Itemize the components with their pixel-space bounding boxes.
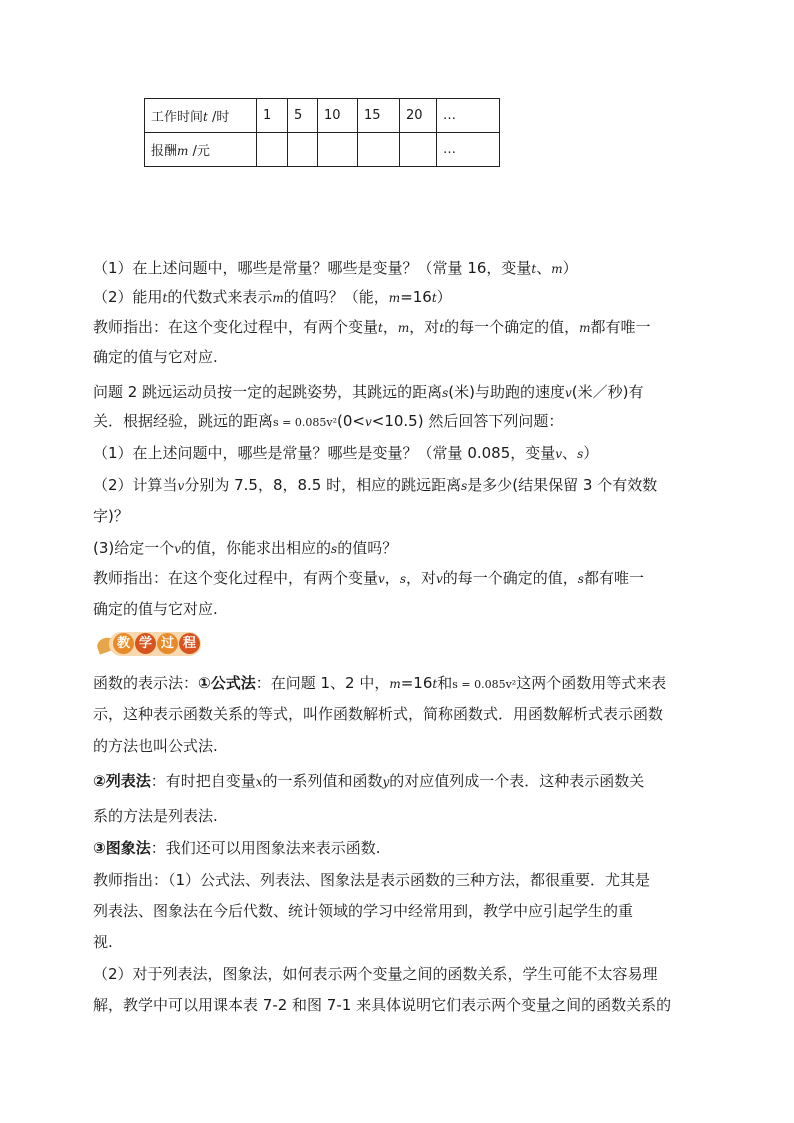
teacher-note-2-line-1: 教师指出：在这个变化过程中，有两个变量v，s，对v的每一个确定的值，s都有唯一 xyxy=(93,569,644,587)
teacher-note-1-line-2: 确定的值与它对应. xyxy=(93,348,218,366)
problem-2-question-1: （1）在上述问题中，哪些是常量？哪些是变量？（常量 0.085，变量v、s） xyxy=(93,444,599,462)
teacher-note-2-line-2: 确定的值与它对应. xyxy=(93,600,218,618)
question-2-line: （2）能用t的代数式来表示m的值吗？（能，m=16t） xyxy=(93,288,452,306)
table-cell xyxy=(257,133,288,167)
table-cell: … xyxy=(437,99,500,133)
problem-2-question-3: (3)给定一个v的值，你能求出相应的s的值吗？ xyxy=(93,539,398,557)
table-cell: … xyxy=(437,133,500,167)
table-row xyxy=(145,99,500,133)
formula-method-line-2: 示，这种表示函数关系的等式，叫作函数解析式，简称函数式．用函数解析式表示函数 xyxy=(93,705,664,723)
table-cell: 15 xyxy=(358,99,400,133)
table-cell: 5 xyxy=(288,99,318,133)
problem-2-line-1: 问题 2 跳远运动员按一定的起跳姿势，其跳远的距离s(米)与助跑的速度v(米／秒)有 xyxy=(93,383,644,401)
teacher-note-3-line-3: 视. xyxy=(93,933,113,951)
badge-char: 过 xyxy=(157,633,178,654)
badge-char: 学 xyxy=(135,633,156,654)
table-cell: 20 xyxy=(400,99,437,133)
teaching-process-badge xyxy=(97,632,207,658)
question-1-line: （1）在上述问题中，哪些是常量？哪些是变量？（常量 16，变量t、m） xyxy=(93,259,578,277)
table-cell xyxy=(400,133,437,167)
time-pay-table xyxy=(144,98,500,167)
problem-2-line-2: 关．根据经验，跳远的距离s = 0.085v²(0<v<10.5) 然后回答下列问题： xyxy=(93,412,564,430)
table-cell: 10 xyxy=(318,99,358,133)
table-cell xyxy=(318,133,358,167)
teacher-note-3-line-2: 列表法、图象法在今后代数、统计领域的学习中经常用到，教学中应引起学生的重 xyxy=(93,902,634,920)
table-method-line-1: ②列表法：有时把自变量x的一系列值和函数y的对应值列成一个表．这种表示函数关 xyxy=(93,772,645,790)
problem-2-question-2-line-1: （2）计算当v分别为 7.5，8，8.5 时，相应的跳远距离s是多少(结果保留 3 个有效数 xyxy=(93,476,658,494)
table-cell-label: 工作时间t /时 xyxy=(145,99,257,133)
badge-char: 教 xyxy=(113,633,134,654)
table-cell-label: 报酬m /元 xyxy=(145,133,257,167)
table-method-line-2: 系的方法是列表法. xyxy=(93,807,218,825)
badge-char: 程 xyxy=(179,633,200,654)
table-row xyxy=(145,133,500,167)
teacher-note-3-2-line-2: 解，教学中可以用课本表 7-2 和图 7-1 来具体说明它们表示两个变量之间的函数关系的 xyxy=(93,996,672,1014)
teacher-note-3-line-1: 教师指出：（1）公式法、列表法、图象法是表示函数的三种方法，都很重要．尤其是 xyxy=(93,871,651,889)
table-cell xyxy=(358,133,400,167)
badge-chars xyxy=(113,633,200,654)
formula-method-line-1: 函数的表示法：①公式法：在问题 1、2 中，m=16t和s = 0.085v²这两个函数用等式来表 xyxy=(93,674,667,692)
teacher-note-1-line-1: 教师指出：在这个变化过程中，有两个变量t，m，对t的每一个确定的值，m都有唯一 xyxy=(93,318,651,336)
table-cell xyxy=(288,133,318,167)
table-cell: 1 xyxy=(257,99,288,133)
teacher-note-3-2-line-1: （2）对于列表法，图象法，如何表示两个变量之间的函数关系，学生可能不太容易理 xyxy=(93,965,658,983)
formula-method-line-3: 的方法也叫公式法. xyxy=(93,737,218,755)
problem-2-question-2-line-2: 字)？ xyxy=(93,507,129,525)
graph-method-line: ③图象法：我们还可以用图象法来表示函数. xyxy=(93,839,381,857)
